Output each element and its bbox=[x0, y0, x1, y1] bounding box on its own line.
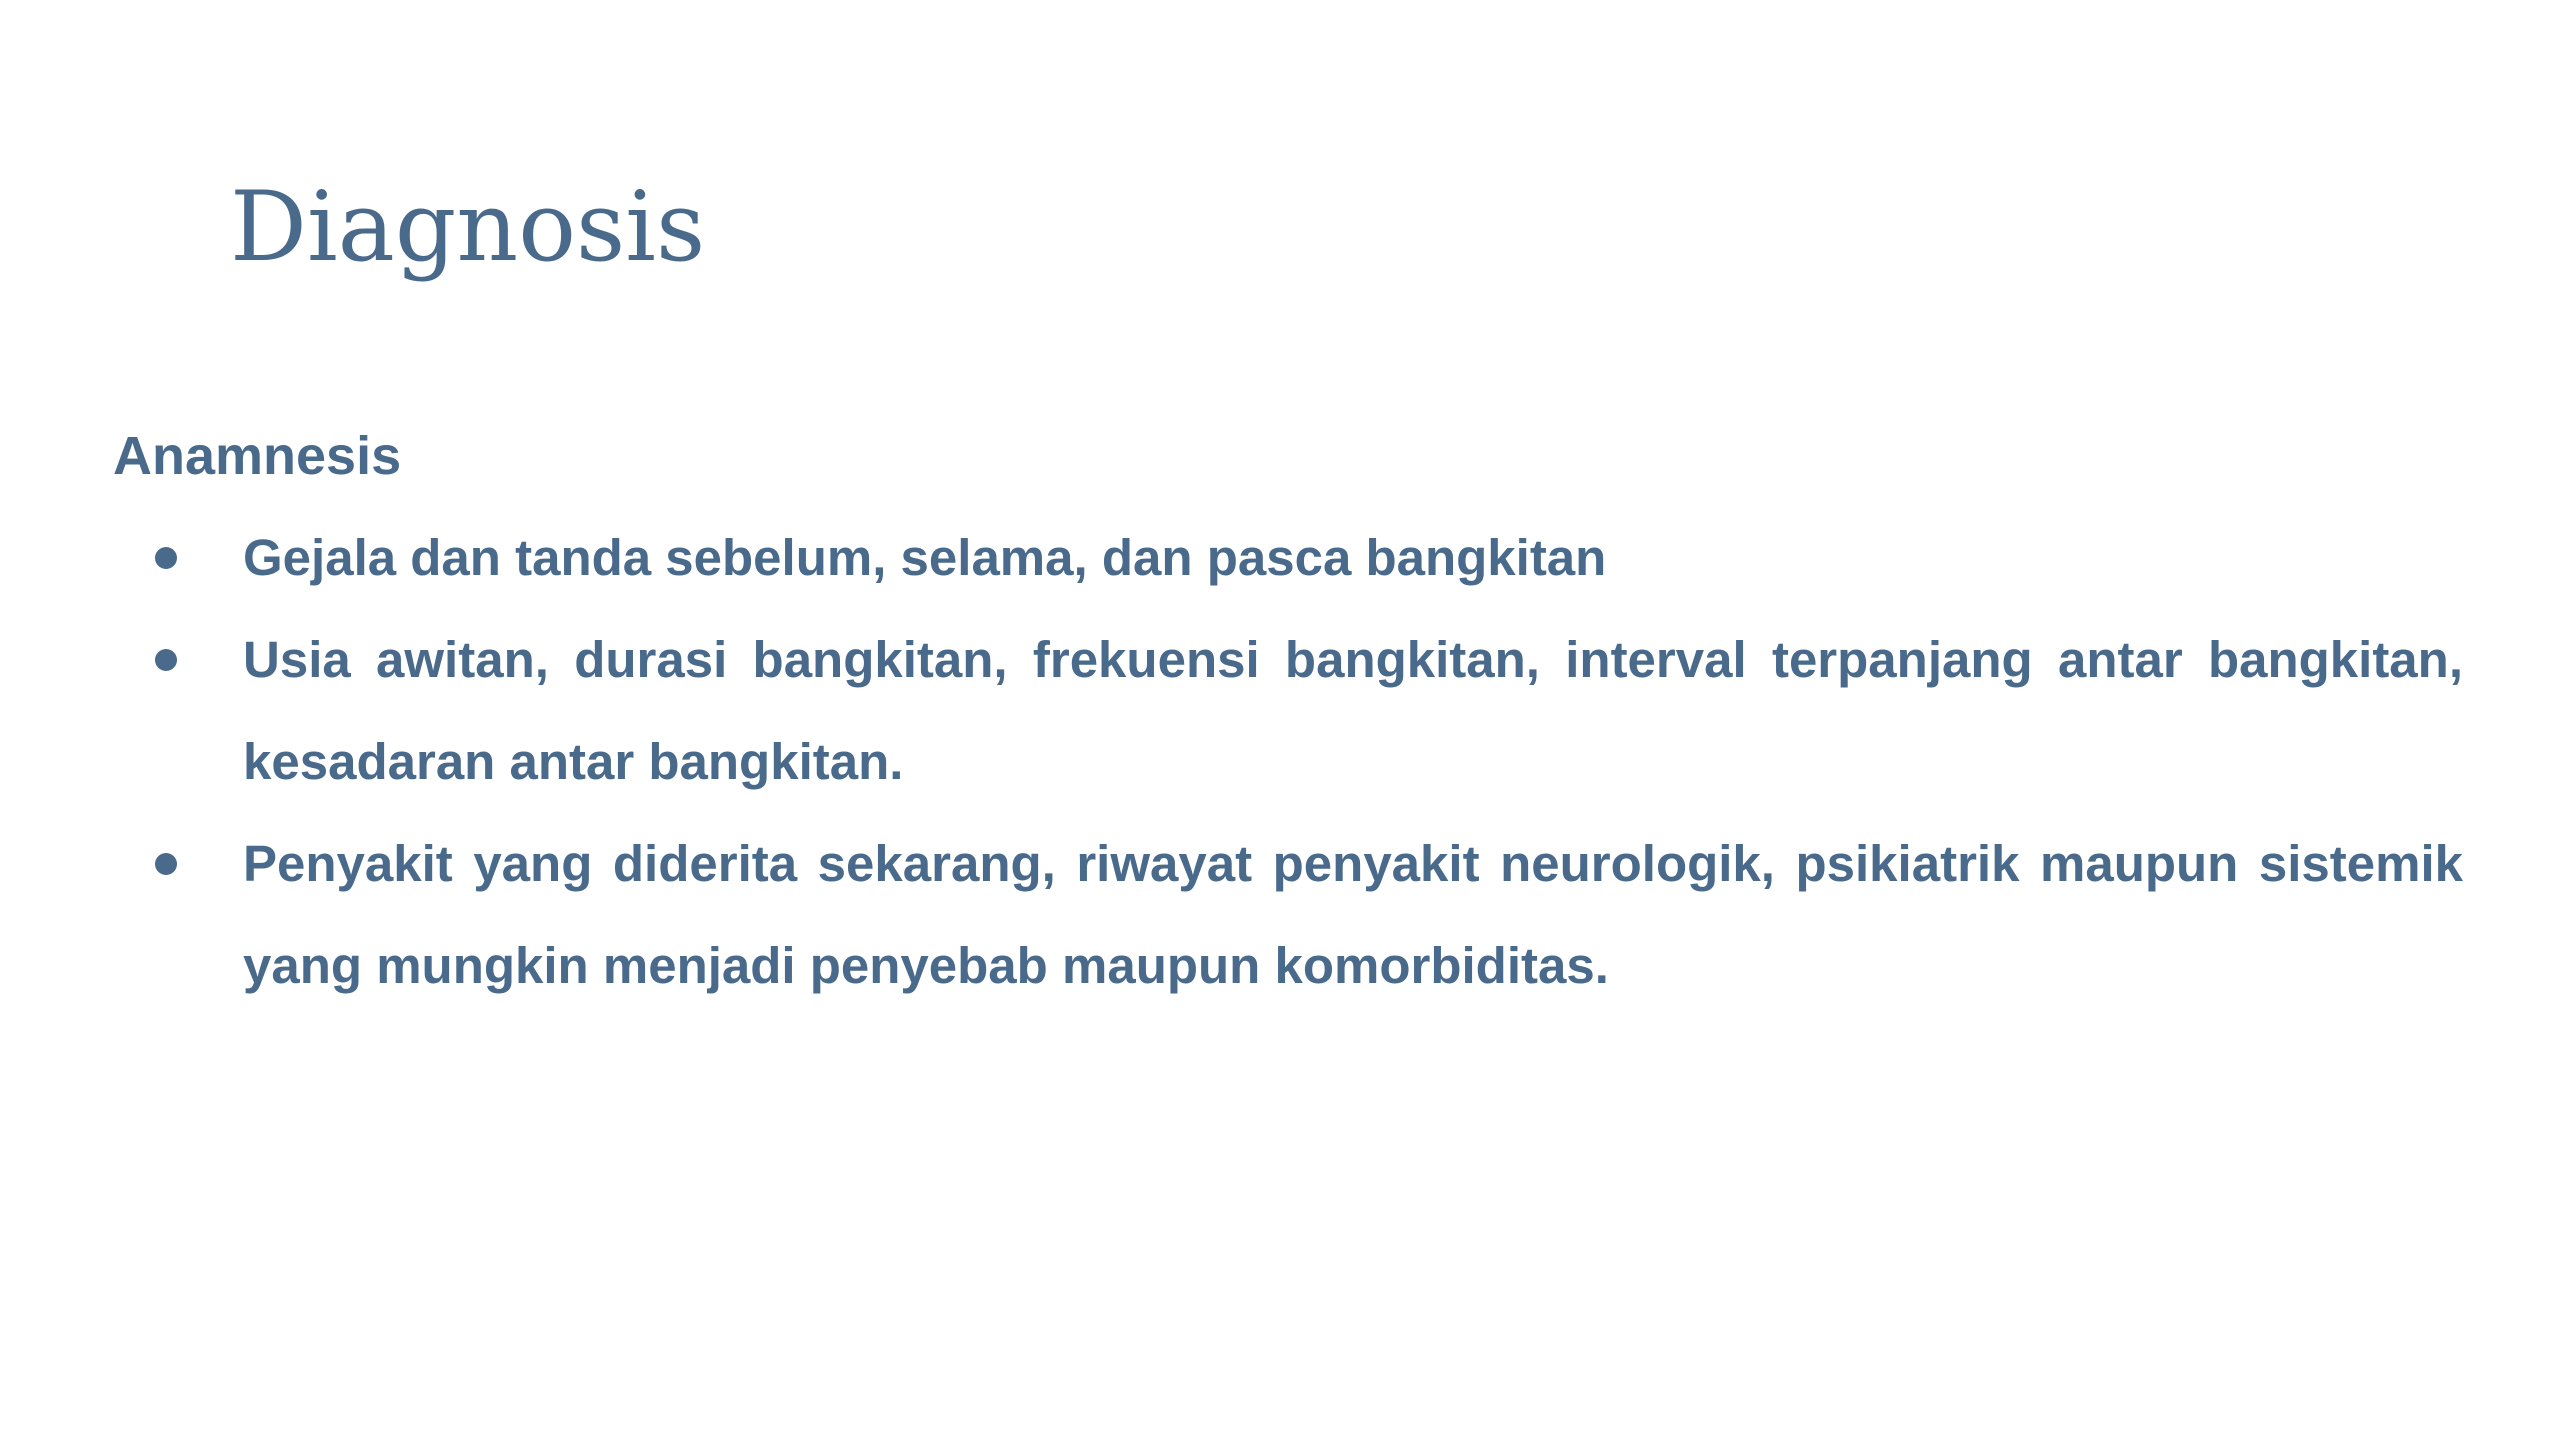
bullet-text: Usia awitan, durasi bangkitan, frekuensi bangkitan, interval terpanjang antar bangkitan, kesadaran antar bangkitan. bbox=[243, 631, 2463, 790]
bullet-dot-icon bbox=[155, 649, 177, 671]
bullet-list bbox=[113, 507, 2463, 1017]
bullet-text: Gejala dan tanda sebelum, selama, dan pasca bangkitan bbox=[243, 529, 1607, 586]
bullet-item bbox=[113, 609, 2463, 813]
bullet-dot-icon bbox=[155, 853, 177, 875]
slide-content bbox=[113, 405, 2463, 1017]
bullet-item bbox=[113, 813, 2463, 1017]
bullet-dot-icon bbox=[155, 547, 177, 569]
bullet-text: Penyakit yang diderita sekarang, riwayat penyakit neurologik, psikiatrik maupun sistemik yang mungkin menjadi penyebab maupun komorbiditas. bbox=[243, 835, 2463, 994]
section-heading: Anamnesis bbox=[113, 426, 402, 486]
slide-title: Diagnosis bbox=[230, 171, 706, 283]
bullet-item bbox=[113, 507, 2463, 609]
